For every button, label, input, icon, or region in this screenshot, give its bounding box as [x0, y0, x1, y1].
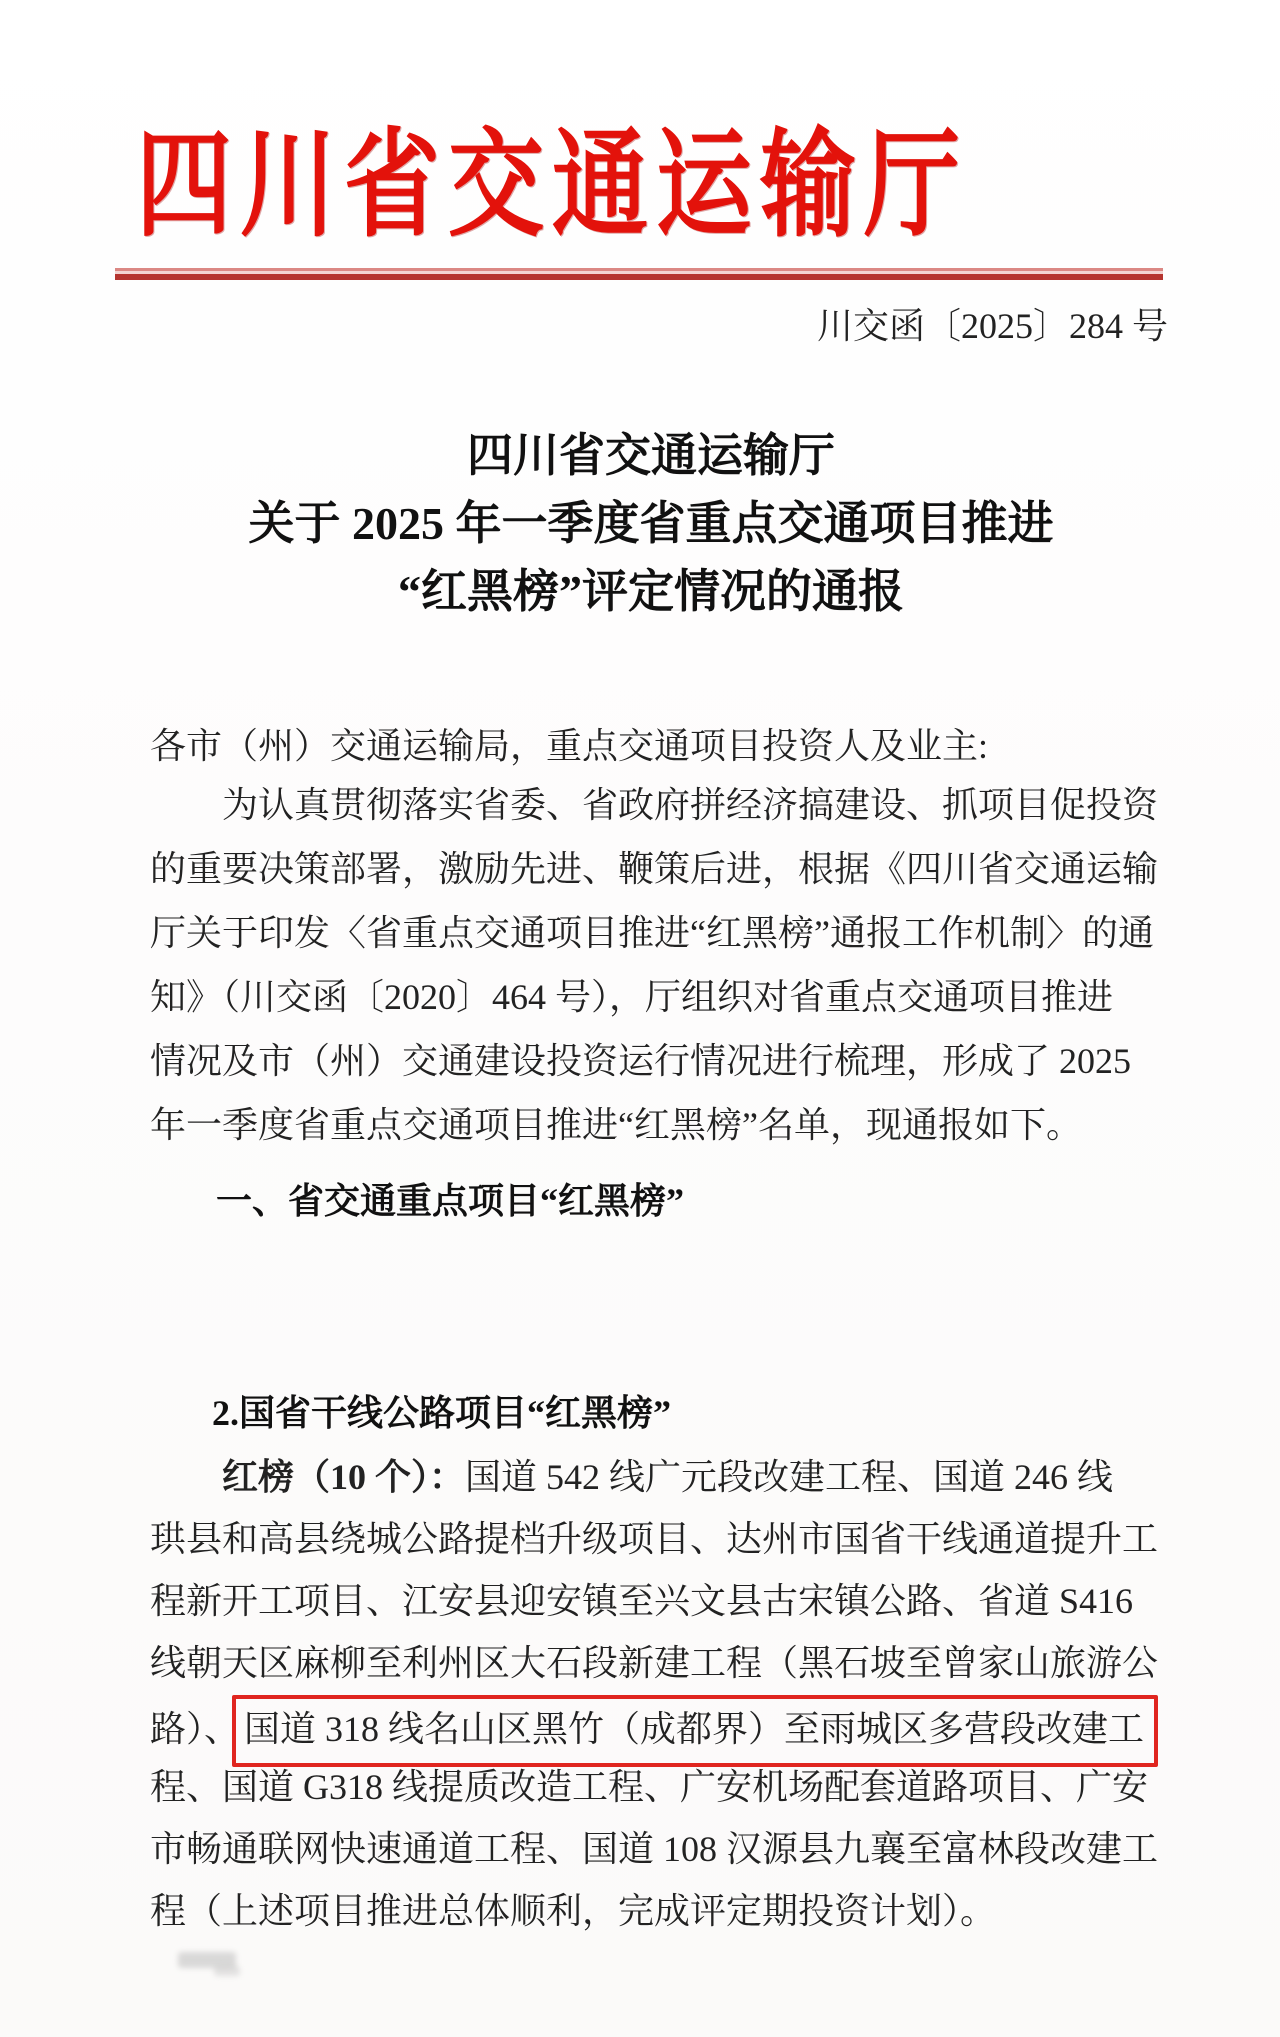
cut-off-text-fragment — [214, 1966, 240, 1976]
salutation: 各市（州）交通运输局，重点交通项目投资人及业主: — [150, 726, 989, 766]
red-list-line: 线朝天区麻柳至利州区大石段新建工程（黑石坡至曾家山旅游公 — [150, 1643, 1159, 1683]
letterhead-title: 四川省交通运输厅 — [136, 120, 968, 251]
red-list-paragraph — [150, 1455, 1165, 1951]
subject-line-3: “红黑榜”评定情况的通报 — [398, 566, 904, 617]
subject-line-2: 关于 2025 年一季度省重点交通项目推进 — [248, 498, 1054, 549]
intro-paragraph — [150, 782, 1162, 1166]
red-list-line-text: 路）、 — [150, 1709, 241, 1749]
red-list-line: 程、国道 G318 线提质改造工程、广安机场配套道路项目、广安 — [150, 1767, 1148, 1807]
red-list-line — [150, 1455, 1165, 1517]
red-list-line: 程新开工项目、江安县迎安镇至兴文县古宋镇公路、省道 S416 — [150, 1581, 1134, 1621]
red-list-lead: 红榜（10 个）： — [222, 1457, 466, 1497]
subject-line-1: 四川省交通运输厅 — [467, 430, 835, 481]
subject-title-block — [145, 422, 1157, 626]
highlight-box: 国道 318 线名山区黑竹（成都界）至雨城区多营段改建工 — [232, 1695, 1158, 1767]
red-list-line: 市畅通联网快速通道工程、国道 108 汉源县九襄至富林段改建工 — [150, 1829, 1159, 1869]
document-number: 川交函〔2025〕284 号 — [816, 306, 1168, 346]
red-list-line: 程（上述项目推进总体顺利，完成评定期投资计划）。 — [150, 1891, 997, 1931]
paragraph-line: 年一季度省重点交通项目推进“红黑榜”名单，现通报如下。 — [150, 1105, 1082, 1145]
paragraph-line: 厅关于印发〈省重点交通项目推进“红黑榜”通报工作机制〉的通 — [150, 913, 1154, 953]
letterhead-divider-rule — [115, 268, 1163, 280]
paragraph-line: 知》（川交函〔2020〕464 号），厅组织对省重点交通项目推进 — [150, 977, 1114, 1017]
red-list-line-text: 国道 542 线广元段改建工程、国道 246 线 — [465, 1457, 1114, 1497]
paragraph-line: 情况及市（州）交通建设投资运行情况进行梳理，形成了 2025 — [150, 1041, 1132, 1081]
red-list-line: 珙县和高县绕城公路提档升级项目、达州市国省干线通道提升工 — [150, 1519, 1159, 1559]
section-2-heading: 2.国省干线公路项目“红黑榜” — [212, 1393, 672, 1433]
red-list-line-highlighted — [150, 1703, 1165, 1765]
paragraph-line: 的重要决策部署，激励先进、鞭策后进，根据《四川省交通运输 — [150, 849, 1159, 889]
section-1-heading: 一、省交通重点项目“红黑榜” — [216, 1181, 685, 1221]
paragraph-line: 为认真贯彻落实省委、省政府拼经济搞建设、抓项目促投资 — [222, 785, 1159, 825]
